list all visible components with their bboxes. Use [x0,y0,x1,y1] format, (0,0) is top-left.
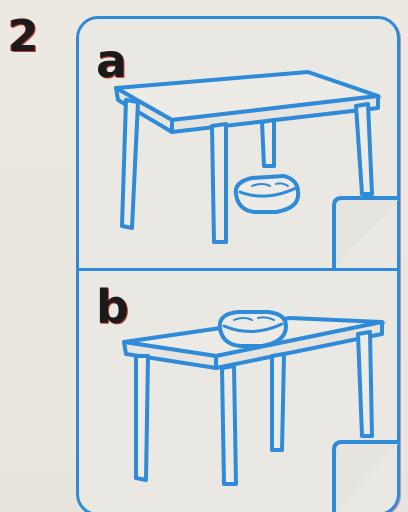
corner-box [334,442,400,512]
table-leg-back-right [358,332,372,436]
table-leg-front-right [222,366,236,484]
bowl-on-table [220,312,286,346]
table-leg-back-left [262,120,274,166]
corner-box [334,198,400,268]
table-leg-back-left [272,354,284,450]
table-leg-front-right [212,124,226,242]
option-a-label: a [96,34,128,88]
option-b-panel[interactable] [76,270,400,512]
table-leg-front-left [136,356,148,480]
option-a-panel[interactable] [76,16,400,268]
question-number: 2 [8,11,39,62]
table-leg-back-right [356,104,372,194]
table-with-bowl-under-illustration [76,16,400,268]
table-with-bowl-on-top-illustration [76,270,400,512]
option-b-label: b [96,280,129,334]
bowl-under-table [236,176,298,212]
table-leg-front-left [122,100,138,228]
